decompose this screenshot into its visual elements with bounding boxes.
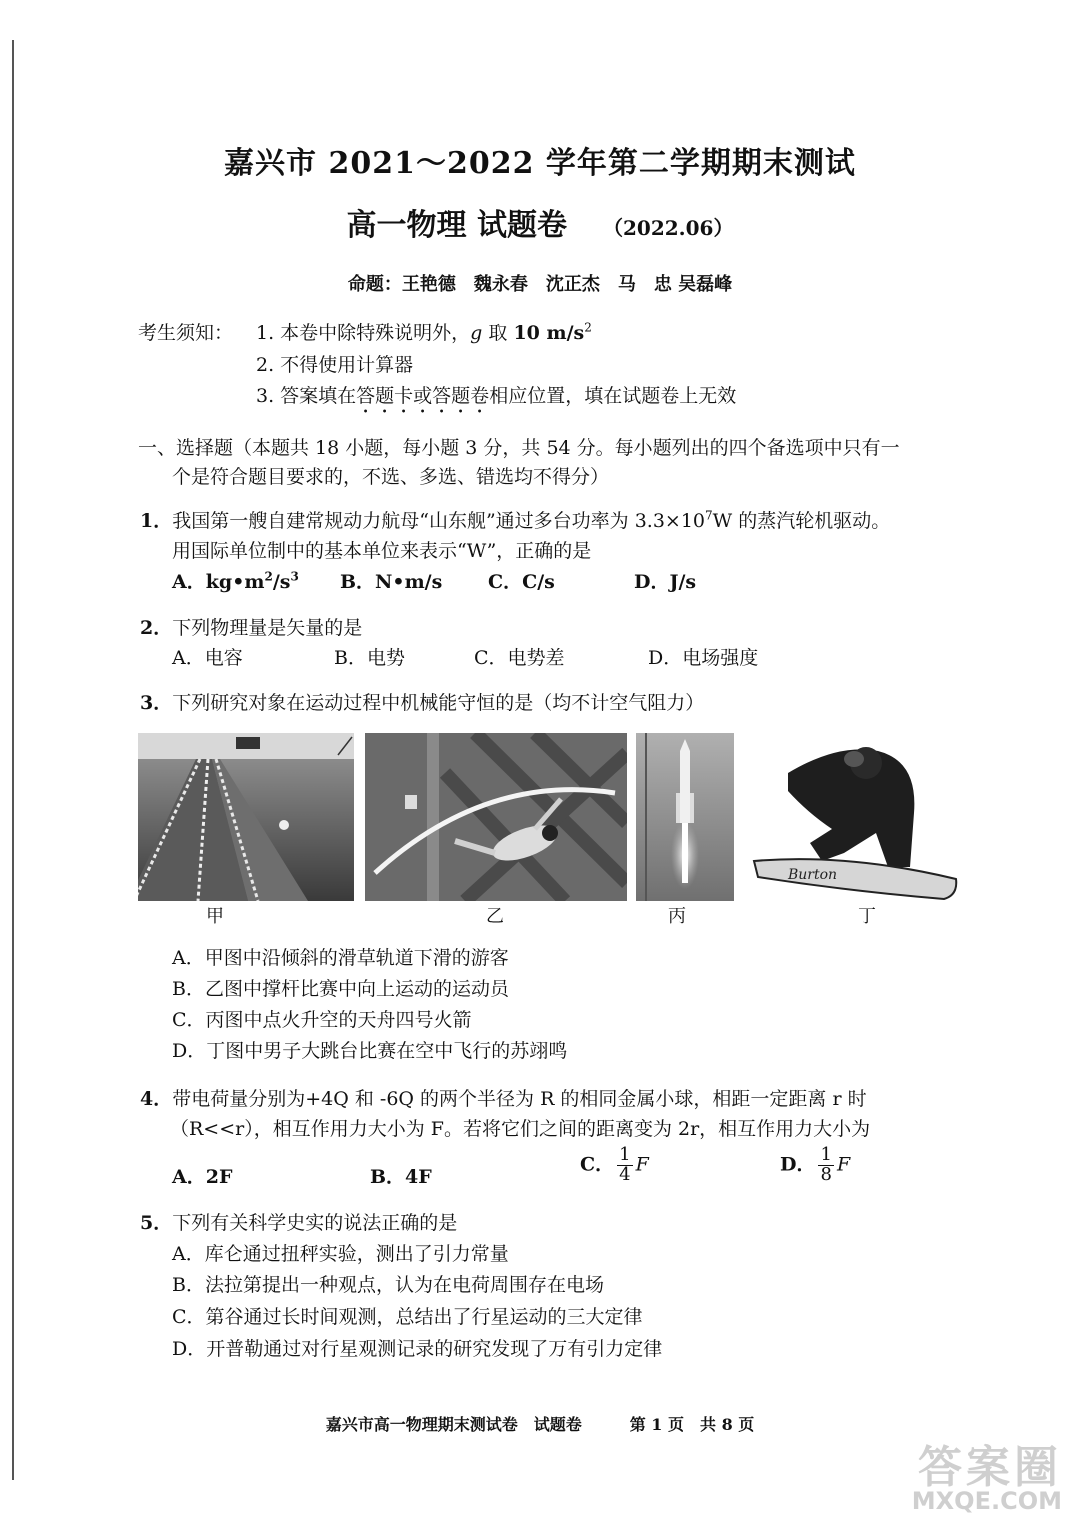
q1-option-c[interactable]: C．C/s [488, 571, 555, 593]
watermark-logo-text: 答案圈 [918, 1442, 1062, 1493]
notice-1-g: g [470, 322, 483, 344]
notice-3-pre: 3. 答案填在 [256, 385, 357, 407]
q1-option-a[interactable] [172, 567, 299, 594]
q5-option-d[interactable]: D．开普勒通过对行星观测记录的研究发现了万有引力定律 [172, 1338, 663, 1360]
notice-1-text: 1. 本卷中除特殊说明外， [256, 322, 471, 344]
q4-option-c-label: C． [580, 1153, 615, 1176]
scan-border-line [12, 40, 14, 1480]
photo-snowboarder [748, 733, 962, 901]
q4-option-b[interactable]: B．4F [370, 1166, 432, 1188]
question-1-text-b: W 的蒸汽轮机驱动。 [712, 510, 891, 532]
q2-option-b[interactable]: B．电势 [334, 647, 405, 669]
q4-d-denominator: 8 [820, 1163, 832, 1185]
q4-c-variable: F [635, 1153, 649, 1176]
question-4 [140, 1084, 867, 1111]
q1-option-a-sup1: 2 [264, 569, 273, 584]
question-4-line-1: 带电荷量分别为+4Q 和 -6Q 的两个半径为 R 的相同金属小球，相距一定距离 r 时 [172, 1088, 867, 1110]
notice-item-2: 2. 不得使用计算器 [256, 354, 414, 376]
q1-option-a-label: A． [172, 571, 206, 593]
q4-c-denominator: 4 [619, 1163, 631, 1185]
question-5-text: 下列有关科学史实的说法正确的是 [172, 1212, 458, 1234]
photo-grass-slide [138, 733, 354, 901]
section-1-heading-line-1: 一、选择题（本题共 18 小题，每小题 3 分，共 54 分。每小题列出的四个备选项中只有一 [138, 437, 900, 459]
question-3-number: 3． [140, 692, 173, 714]
q4-option-d-fraction [818, 1146, 833, 1185]
q4-c-numerator: 1 [619, 1144, 631, 1165]
notice-3-emphasis: 答题卡或答题卷 [356, 385, 490, 407]
notice-label: 考生须知： [138, 322, 234, 344]
question-5-number: 5． [140, 1212, 173, 1234]
grass-slide-image [138, 733, 354, 901]
caption-bing: 丙 [668, 906, 686, 927]
exam-subtitle: 高一物理 试题卷 [346, 208, 567, 243]
question-1-number: 1． [140, 510, 173, 532]
q1-option-b[interactable]: B．N•m/s [340, 571, 443, 593]
q2-option-d[interactable]: D．电场强度 [648, 647, 759, 669]
q3-option-b[interactable]: B．乙图中撑杆比赛中向上运动的运动员 [172, 978, 509, 1000]
q3-option-a[interactable]: A．甲图中沿倾斜的滑草轨道下滑的游客 [172, 947, 509, 969]
notice-item-3 [256, 381, 736, 418]
q1-option-a-unit: kg•m [205, 571, 265, 593]
question-1-line-2: 用国际单位制中的基本单位来表示“W”，正确的是 [172, 540, 592, 562]
q4-option-d-label: D． [780, 1153, 816, 1176]
question-2-number: 2． [140, 617, 173, 639]
notice-item-1 [256, 318, 592, 345]
q1-option-a-mid: /s [272, 571, 291, 593]
exam-date: （2022.06） [602, 216, 734, 240]
q5-option-a[interactable]: A．库仑通过扭秤实验，测出了引力常量 [172, 1243, 509, 1265]
page-footer: 嘉兴市高一物理期末测试卷 试题卷 第 1 页 共 8 页 [325, 1415, 755, 1434]
question-5 [140, 1208, 457, 1235]
q4-option-c[interactable] [580, 1146, 649, 1185]
notice-3-post: 相应位置，填在试题卷上无效 [489, 385, 737, 407]
board-brand-text: Burton [788, 867, 838, 883]
notice-1-mid: 取 [482, 322, 514, 344]
q3-option-c[interactable]: C．丙图中点火升空的天舟四号火箭 [172, 1009, 472, 1031]
q4-d-numerator: 1 [820, 1144, 832, 1165]
question-3-text: 下列研究对象在运动过程中机械能守恒的是（均不计空气阻力） [172, 692, 705, 714]
caption-jia: 甲 [206, 906, 224, 927]
caption-yi: 乙 [486, 906, 504, 927]
q3-option-d[interactable]: D．丁图中男子大跳台比赛在空中飞行的苏翊鸣 [172, 1040, 568, 1062]
question-2 [140, 613, 362, 640]
rocket-image [636, 733, 734, 901]
question-2-text: 下列物理量是矢量的是 [172, 617, 363, 639]
question-4-number: 4． [140, 1088, 173, 1110]
section-1-heading-line-2: 个是符合题目要求的，不选、多选、错选均不得分） [172, 466, 610, 488]
photo-pole-vault [365, 733, 627, 901]
q1-option-d[interactable]: D．J/s [634, 571, 697, 593]
exam-subtitle-row [0, 200, 1080, 244]
question-1-text-a: 我国第一艘自建常规动力航母“山东舰”通过多台功率为 3.3×10 [172, 510, 706, 532]
question-3 [140, 688, 704, 715]
watermark-url: MXQE.COM [911, 1487, 1062, 1515]
q4-option-d[interactable] [780, 1146, 850, 1185]
caption-ding: 丁 [858, 906, 876, 927]
question-4-line-2: （R<<r），相互作用力大小为 F。若将它们之间的距离变为 2r，相互作用力大小为 [170, 1118, 871, 1140]
q2-option-a[interactable]: A．电容 [172, 647, 243, 669]
q4-option-c-fraction [617, 1146, 632, 1185]
question-1 [140, 506, 890, 533]
q2-option-c[interactable]: C．电势差 [474, 647, 565, 669]
site-watermark [892, 1427, 1062, 1517]
q1-option-a-sup2: 3 [290, 569, 299, 584]
q5-option-c[interactable]: C．第谷通过长时间观测，总结出了行星运动的三大定律 [172, 1306, 643, 1328]
pole-vault-image [365, 733, 627, 901]
question-1-sup: 7 [705, 508, 713, 523]
q4-d-variable: F [836, 1153, 851, 1176]
notice-1-sup: 2 [584, 320, 592, 335]
q5-option-b[interactable]: B．法拉第提出一种观点，认为在电荷周围存在电场 [172, 1274, 604, 1296]
exam-title: 嘉兴市 2021～2022 学年第二学期期末测试 [224, 146, 856, 181]
photo-rocket-launch [636, 733, 734, 901]
snowboarder-image [748, 733, 962, 901]
q4-option-a[interactable]: A．2F [172, 1166, 233, 1188]
notice-1-value: 10 m/s [513, 322, 585, 344]
authors-line: 命题：王艳德 魏永春 沈正杰 马 忠 吴磊峰 [347, 274, 733, 295]
